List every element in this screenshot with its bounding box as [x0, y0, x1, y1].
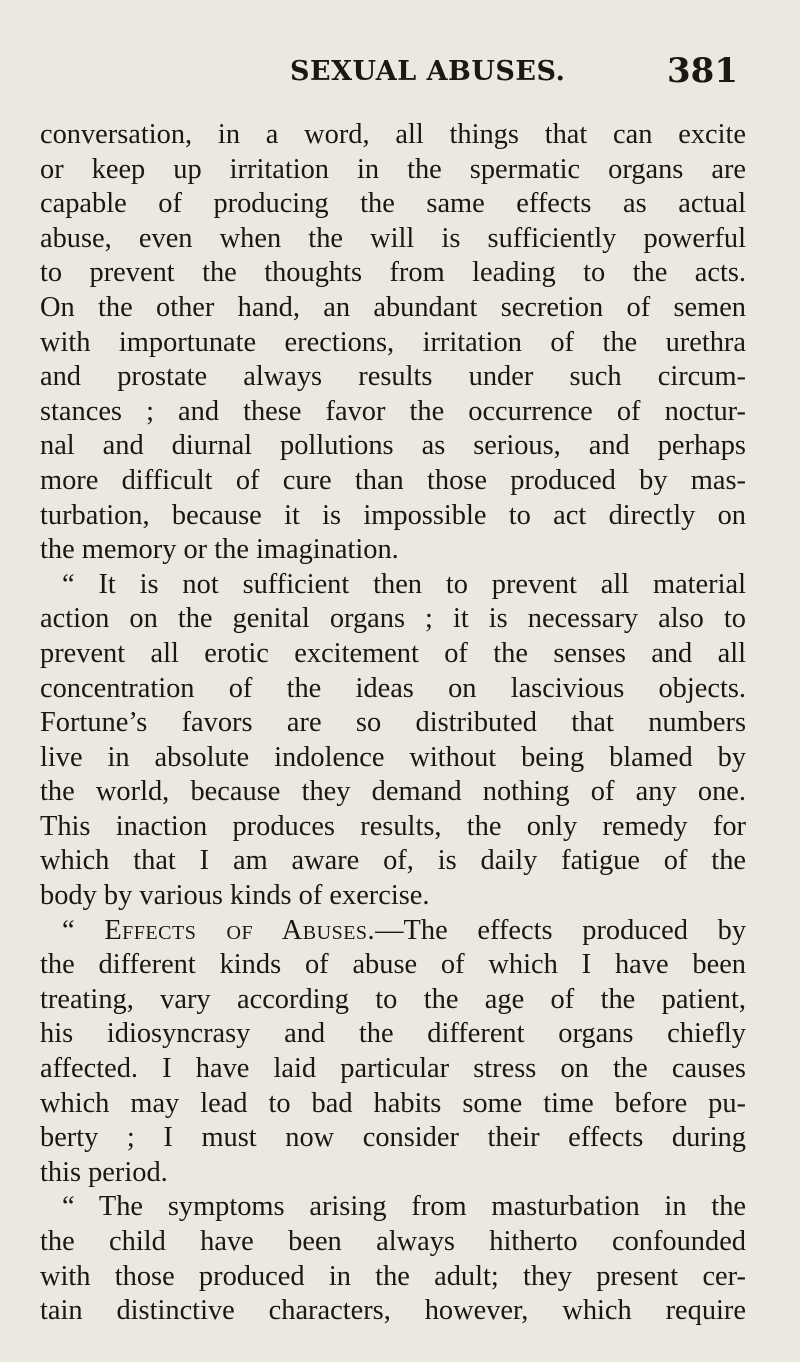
page-number: 381 — [667, 51, 738, 91]
text-line: berty ; I must now consider their effects during — [40, 1122, 746, 1154]
text-line: On the other hand, an abundant secretion of semen — [40, 291, 746, 323]
text-line: the different kinds of abuse of which I have been — [40, 949, 746, 981]
text-line: which that I am aware of, is daily fatigue of the — [40, 845, 746, 877]
paragraph-end-line: this period. — [40, 1156, 168, 1188]
running-title: SEXUAL ABUSES. — [290, 56, 566, 87]
text-line: concentration of the ideas on lascivious objects. — [40, 672, 746, 704]
text-line: which may lead to bad habits some time before pu- — [40, 1087, 746, 1119]
text-line: prevent all erotic excitement of the senses and all — [40, 637, 746, 669]
body-text — [40, 118, 746, 1329]
text-line: turbation, because it is impossible to act directly on — [40, 499, 746, 531]
text-line: tain distinctive characters, however, which require — [40, 1295, 746, 1327]
text-line: Fortune’s favors are so distributed that numbers — [40, 707, 746, 739]
paragraph-end-line: body by various kinds of exercise. — [40, 880, 430, 912]
text-line: or keep up irritation in the spermatic organs are — [40, 153, 746, 185]
running-head — [0, 51, 800, 96]
text-line: action on the genital organs ; it is necessary also to — [40, 603, 746, 635]
paragraph-start-line: “ It is not sufficient then to prevent all material — [62, 568, 746, 600]
text-line: to prevent the thoughts from leading to the acts. — [40, 257, 746, 289]
text-line: the world, because they demand nothing of any one. — [40, 776, 746, 808]
text-line: the child have been always hitherto confounded — [40, 1226, 746, 1257]
text-line: nal and diurnal pollutions as serious, and perhaps — [40, 430, 746, 462]
text-line: with those produced in the adult; they present cer- — [40, 1260, 746, 1292]
heading-continuation: —The effects produced by — [375, 914, 747, 946]
text-line: with importunate erections, irritation of the urethra — [40, 326, 746, 358]
text-line: abuse, even when the will is sufficiently powerful — [40, 222, 746, 254]
text-line: This inaction produces results, the only remedy for — [40, 810, 746, 842]
text-line: his idiosyncrasy and the different organs chiefly — [40, 1018, 746, 1050]
section-heading-line — [40, 914, 746, 949]
text-line: conversation, in a word, all things that can excite — [40, 119, 746, 150]
section-heading: Effects of Abuses. — [104, 914, 376, 946]
text-line: live in absolute indolence without being blamed by — [40, 741, 746, 773]
text-line: affected. I have laid particular stress on the causes — [40, 1053, 746, 1085]
text-line: more difficult of cure than those produced by mas- — [40, 464, 746, 496]
paragraph-start-line: “ The symptoms arising from masturbation in the — [62, 1191, 746, 1223]
text-line: and prostate always results under such circum- — [40, 361, 746, 393]
text-line: treating, vary according to the age of the patient, — [40, 983, 746, 1015]
paragraph-end-line: the memory or the imagination. — [40, 534, 399, 566]
quote-open: “ — [62, 914, 105, 946]
text-line: stances ; and these favor the occurrence of noctur- — [40, 395, 746, 427]
text-line: capable of producing the same effects as actual — [40, 188, 746, 220]
